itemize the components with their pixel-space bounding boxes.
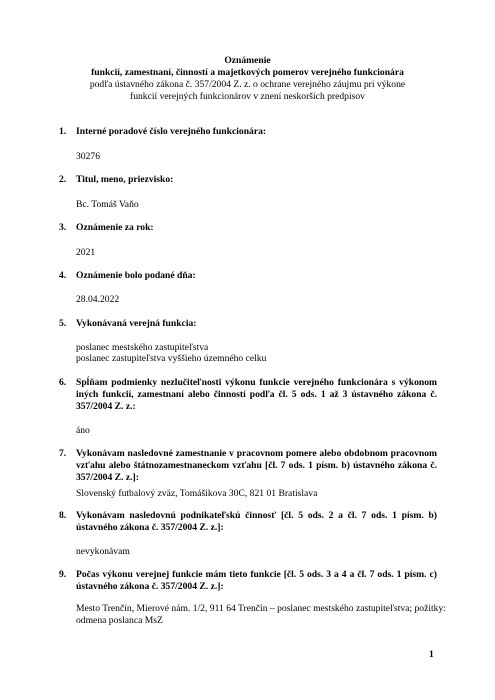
section-heading: Oznámenie za rok: [76, 222, 154, 233]
section-9-value: Mesto Trenčín, Mierové nám. 1/2, 911 64 Trenčín – poslanec mestského zastupiteľstva; požitky: odmena poslanca MsZ [76, 603, 446, 626]
section-number: 5. [59, 318, 67, 329]
document-subtitle: funkcií, zamestnaní, činností a majetkových pomerov verejného funkcionára [91, 67, 404, 78]
section-number: 9. [59, 569, 67, 580]
section-6-value: áno [76, 425, 90, 436]
section-number: 3. [59, 222, 67, 233]
section-number: 2. [59, 174, 67, 185]
section-number: 6. [59, 377, 67, 388]
section-number: 7. [59, 448, 67, 459]
section-2-value: Bc. Tomáš Vaňo [76, 199, 139, 210]
section-heading: Spĺňam podmienky nezlučiteľnosti výkonu funkcie verejného funkcionára s výkonom iných funkcií, zamestnaní alebo činností podľa čl. 5 ods. 1 až 3 ústavného zákona č. 357/2004 Z. z.: [76, 377, 437, 412]
document-header [40, 55, 455, 103]
section-heading: Titul, meno, priezvisko: [76, 174, 174, 185]
section-number: 4. [59, 270, 67, 281]
page-number: 1 [429, 649, 434, 660]
section-3-value: 2021 [76, 247, 96, 258]
section-8-value: nevykonávam [76, 546, 130, 557]
section-7-value: Slovenský futbalový zväz, Tomášikova 30C, 821 01 Bratislava [76, 488, 318, 499]
header-line-4: funkcií verejných funkcionárov v znení neskorších predpisov [130, 91, 365, 102]
document-title: Oznámenie [224, 55, 271, 66]
header-line-3: podľa ústavného zákona č. 357/2004 Z. z. o ochrane verejného záujmu pri výkone [89, 79, 406, 90]
section-5-value-2: poslanec zastupiteľstva vyššieho územného celku [76, 353, 267, 364]
section-number: 8. [59, 510, 67, 521]
section-1-value: 30276 [76, 151, 100, 162]
section-4-value: 28.04.2022 [76, 294, 120, 305]
section-heading: Vykonávaná verejná funkcia: [76, 318, 197, 329]
section-5-value-1: poslanec mestského zastupiteľstva [76, 342, 209, 353]
section-heading: Vykonávam nasledovné zamestnanie v pracovnom pomere alebo obdobnom pracovnom vzťahu alebo štátnozamestnaneckom vzťahu [čl. 7 ods. 1 písm. b) ústavného zákona č. 357/2004 Z. z.]: [76, 448, 437, 483]
section-number: 1. [59, 126, 67, 137]
section-heading: Interné poradové číslo verejného funkcionára: [76, 126, 267, 137]
section-heading: Oznámenie bolo podané dňa: [76, 270, 196, 281]
section-heading: Počas výkonu verejnej funkcie mám tieto funkcie [čl. 5 ods. 3 a 4 a čl. 7 ods. 1 písm. c) ústavného zákona č. 357/2004 Z. z.]: [76, 569, 437, 592]
section-heading: Vykonávam nasledovnú podnikateľskú činnosť [čl. 5 ods. 2 a čl. 7 ods. 1 písm. b) ústavného zákona č. 357/2004 Z. z.]: [76, 510, 437, 533]
